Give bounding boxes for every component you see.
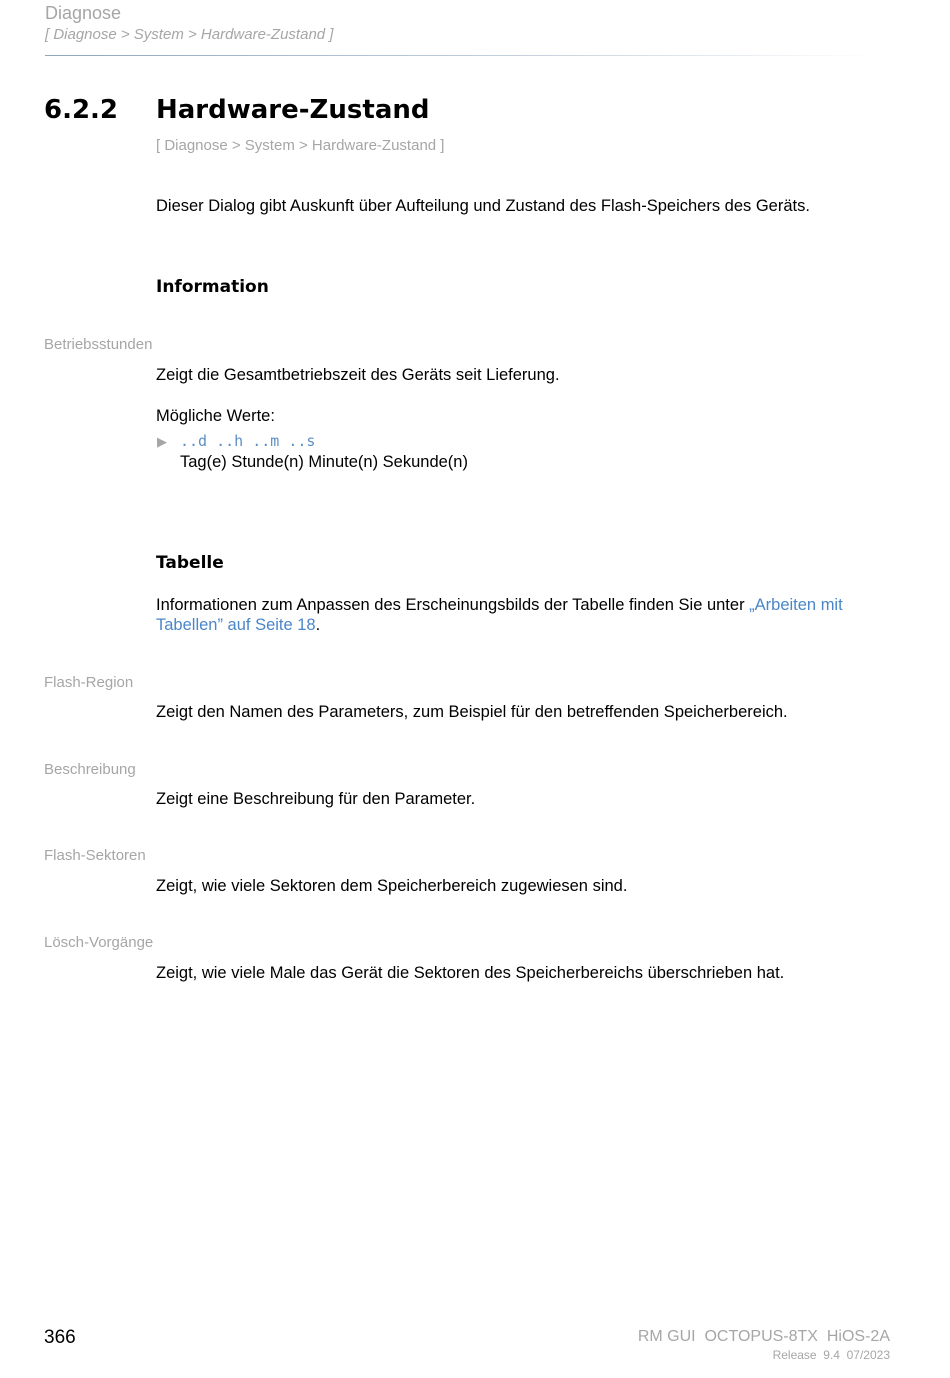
possible-values-label: Mögliche Werte: (156, 407, 275, 425)
section-number: 6.2.2 (44, 95, 119, 125)
running-header-chapter: Diagnose (45, 3, 122, 23)
param-text-beschreibung: Zeigt eine Beschreibung für den Parameter. (156, 790, 476, 808)
table-heading: Tabelle (156, 553, 224, 573)
table-link-line2[interactable]: Tabellen” auf Seite 18 (156, 616, 316, 634)
running-header-path: [ Diagnose > System > Hardware-Zustand ] (45, 26, 334, 43)
param-text-betriebsstunden: Zeigt die Gesamtbetriebszeit des Geräts seit Lieferung. (156, 366, 560, 384)
footer-product: RM GUI OCTOPUS-8TX HiOS-2A (637, 1328, 890, 1345)
value-code: ..d ..h ..m ..s (180, 432, 316, 450)
table-info-prefix: Informationen zum Anpassen des Erscheinungsbilds der Tabelle finden Sie unter (156, 596, 750, 614)
section-menu-path: [ Diagnose > System > Hardware-Zustand ] (156, 137, 445, 154)
param-label-beschreibung: Beschreibung (44, 761, 136, 778)
information-heading: Information (156, 277, 269, 297)
page-number: 366 (44, 1327, 76, 1348)
table-link-line1[interactable]: „Arbeiten mit (749, 596, 843, 614)
param-label-betriebsstunden: Betriebsstunden (44, 336, 153, 353)
param-label-flash-sektoren: Flash-Sektoren (44, 847, 146, 864)
section-title: Hardware-Zustand (156, 95, 430, 125)
param-text-flash-sektoren: Zeigt, wie viele Sektoren dem Speicherbereich zugewiesen sind. (156, 877, 628, 895)
param-text-loesch-vorgaenge: Zeigt, wie viele Male das Gerät die Sektoren des Speicherbereichs überschrieben hat. (156, 964, 785, 982)
section-intro: Dieser Dialog gibt Auskunft über Aufteilung und Zustand des Flash-Speichers des Geräts. (156, 197, 810, 215)
footer-release: Release 9.4 07/2023 (772, 1348, 890, 1362)
table-info-suffix: . (315, 616, 321, 634)
triangle-bullet-icon: ▶ (157, 434, 167, 449)
param-text-flash-region: Zeigt den Namen des Parameters, zum Beispiel für den betreffenden Speicherbereich. (156, 703, 788, 721)
value-description: Tag(e) Stunde(n) Minute(n) Sekunde(n) (180, 453, 468, 471)
header-divider (45, 55, 875, 56)
table-info-paragraph (156, 595, 886, 635)
param-label-loesch-vorgaenge: Lösch-Vorgänge (44, 934, 154, 951)
param-label-flash-region: Flash-Region (44, 674, 134, 691)
